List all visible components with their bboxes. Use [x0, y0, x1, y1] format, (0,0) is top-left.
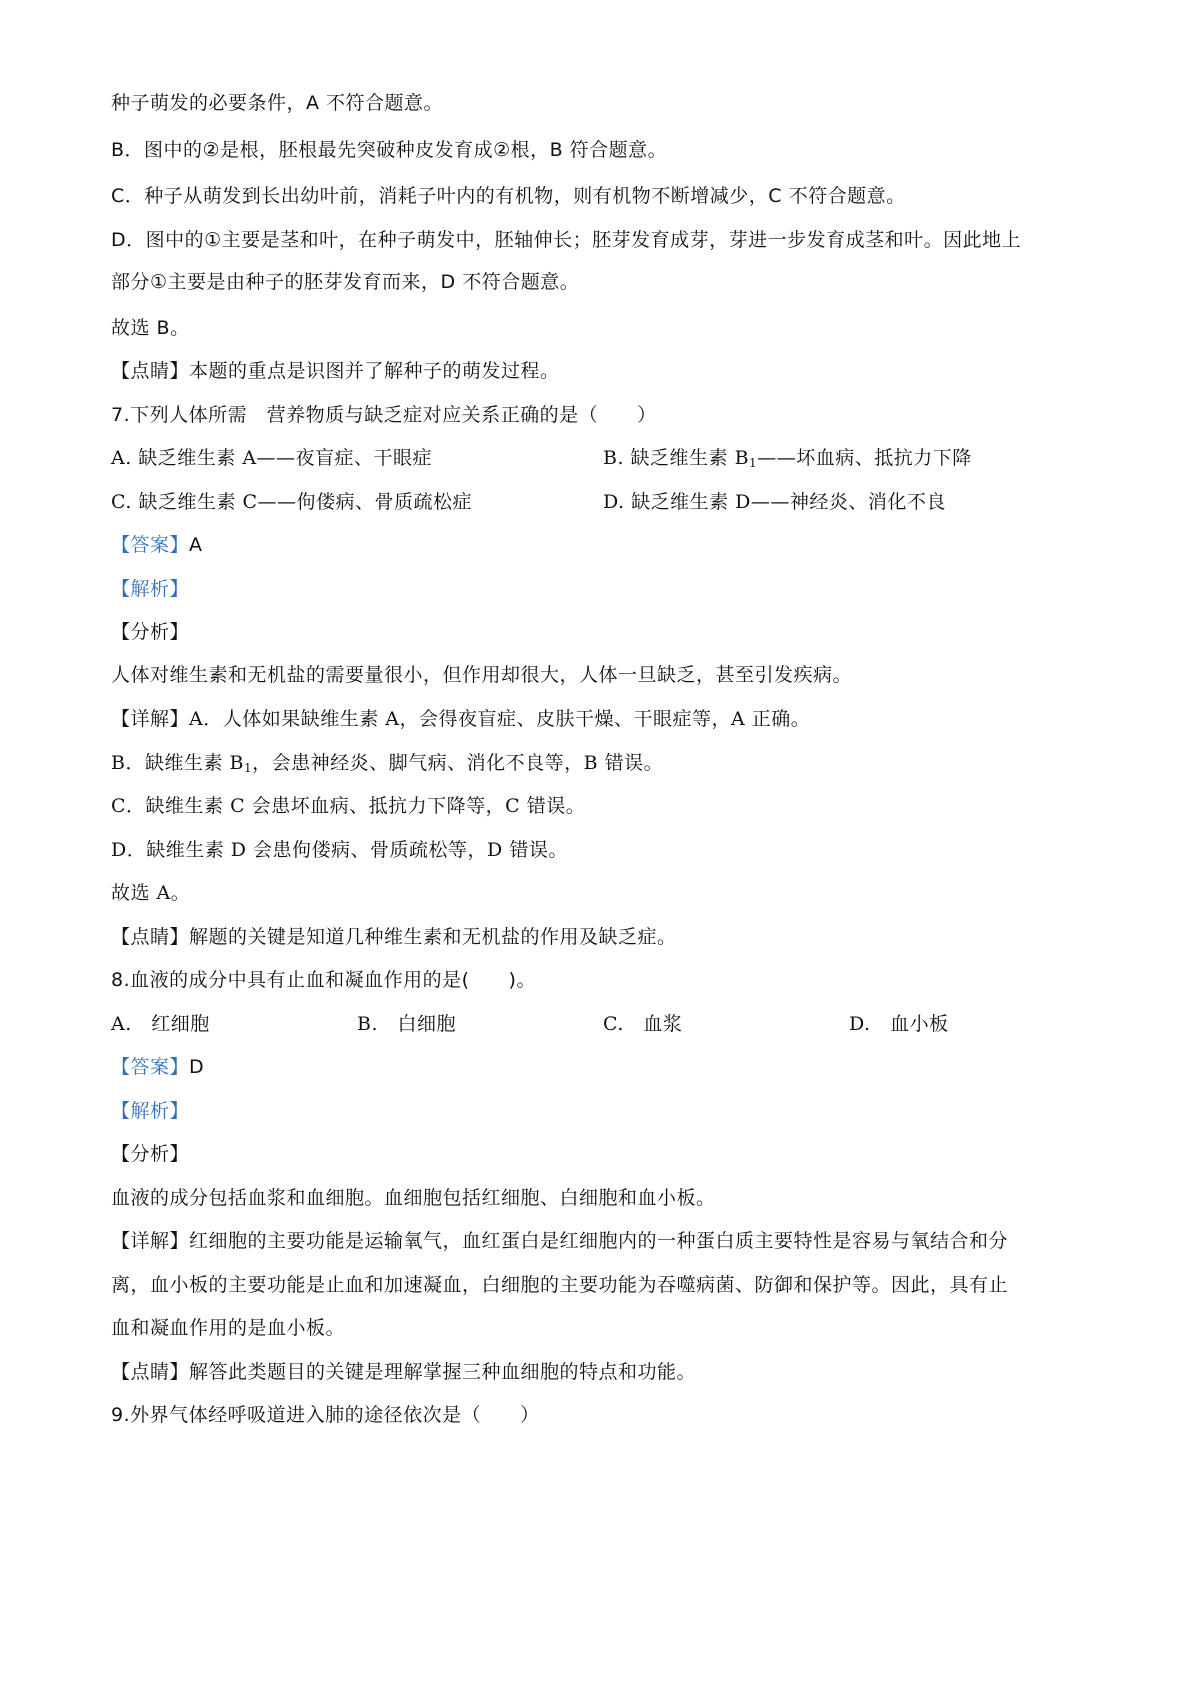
q7-stem: 7.下列人体所需 营养物质与缺乏症对应关系正确的是（ ） [111, 404, 657, 426]
detail-text: A．人体如果缺维生素 A，会得夜盲症、皮肤干燥、干眼症等，A 正确。 [189, 708, 811, 730]
q6-line-a: 种子萌发的必要条件，A 不符合题意。 [111, 92, 444, 114]
answer-value: D [189, 1056, 205, 1078]
q6-line-d1: D．图中的①主要是茎和叶，在种子萌发中，胚轴伸长；胚芽发育成芽，芽进一步发育成茎和叶。因此地上 [111, 229, 1022, 251]
q7-analysis-label: 【解析】 [111, 578, 190, 600]
q7-option-d: D. 缺乏维生素 D——神经炎、消化不良 [603, 491, 946, 513]
q8-answer [111, 1052, 204, 1082]
detail-b-rest: ，会患神经炎、脚气病、消化不良等，B 错误。 [252, 752, 664, 774]
q7-detail-a [111, 704, 810, 734]
q7-detail-d: D．缺维生素 D 会患佝偻病、骨质疏松等，D 错误。 [111, 839, 568, 861]
q7-fenxi: 人体对维生素和无机盐的需要量很小，但作用却很大，人体一旦缺乏，甚至引发疾病。 [111, 664, 853, 686]
q6-choose: 故选 B。 [111, 317, 190, 339]
detail-label: 【详解】 [111, 1230, 190, 1252]
q8-analysis-label: 【解析】 [111, 1100, 190, 1122]
tip-text: 解答此类题目的关键是理解掌握三种血细胞的特点和功能。 [189, 1361, 697, 1383]
detail-label: 【详解】 [111, 708, 190, 730]
q6-tip [111, 356, 560, 386]
answer-label: 【答案】 [111, 534, 190, 556]
q7-detail-b [111, 748, 663, 783]
q7-answer [111, 530, 203, 560]
detail-b-sub: 1 [243, 761, 253, 775]
answer-label: 【答案】 [111, 1056, 190, 1078]
q7-fenxi-label: 【分析】 [111, 621, 190, 643]
q8-detail-2: 离，血小板的主要功能是止血和加速凝血，白细胞的主要功能为吞噬病菌、防御和保护等。因此，具有止 [111, 1274, 1009, 1296]
q7-option-b-sub: 1 [749, 456, 758, 470]
q8-stem: 8.血液的成分中具有止血和凝血作用的是( )。 [111, 969, 536, 991]
q7-detail-c: C．缺维生素 C 会患坏血病、抵抗力下降等，C 错误。 [111, 795, 586, 817]
q8-option-c: C. 血浆 [603, 1013, 683, 1035]
q7-option-b-rest: ——坏血病、抵抗力下降 [757, 447, 972, 469]
q8-option-d: D. 血小板 [849, 1013, 949, 1035]
tip-label: 【点睛】 [111, 926, 190, 948]
tip-text: 解题的关键是知道几种维生素和无机盐的作用及缺乏症。 [189, 926, 677, 948]
q7-option-a: A. 缺乏维生素 A——夜盲症、干眼症 [111, 447, 433, 469]
q9-stem: 9.外界气体经呼吸道进入肺的途径依次是（ ） [111, 1404, 540, 1426]
q6-line-b: B．图中的②是根，胚根最先突破种皮发育成②根，B 符合题意。 [111, 139, 668, 161]
q8-detail-3: 血和凝血作用的是血小板。 [111, 1317, 346, 1339]
detail-b-text: B．缺维生素 B [111, 752, 244, 774]
tip-text: 本题的重点是识图并了解种子的萌发过程。 [189, 360, 560, 382]
q7-option-b-text: B. 缺乏维生素 B [603, 447, 750, 469]
q7-option-c: C. 缺乏维生素 C——佝偻病、骨质疏松症 [111, 491, 473, 513]
q6-line-c: C．种子从萌发到长出幼叶前，消耗子叶内的有机物，则有机物不断增减少，C 不符合题意。 [111, 185, 906, 207]
q8-detail-1 [111, 1226, 1008, 1256]
q6-line-d2: 部分①主要是由种子的胚芽发育而来，D 不符合题意。 [111, 271, 580, 293]
q8-tip [111, 1357, 696, 1387]
tip-label: 【点睛】 [111, 360, 190, 382]
answer-value: A [189, 534, 203, 556]
q7-option-b [603, 443, 972, 478]
detail-text: 红细胞的主要功能是运输氧气，血红蛋白是红细胞内的一种蛋白质主要特性是容易与氧结合和分 [189, 1230, 1009, 1252]
q8-option-a: A. 红细胞 [111, 1013, 210, 1035]
q7-choose: 故选 A。 [111, 882, 191, 904]
q8-fenxi-label: 【分析】 [111, 1143, 190, 1165]
q8-option-b: B. 白细胞 [357, 1013, 457, 1035]
q7-tip [111, 922, 677, 952]
q8-fenxi: 血液的成分包括血浆和血细胞。血细胞包括红细胞、白细胞和血小板。 [111, 1187, 716, 1209]
tip-label: 【点睛】 [111, 1361, 190, 1383]
